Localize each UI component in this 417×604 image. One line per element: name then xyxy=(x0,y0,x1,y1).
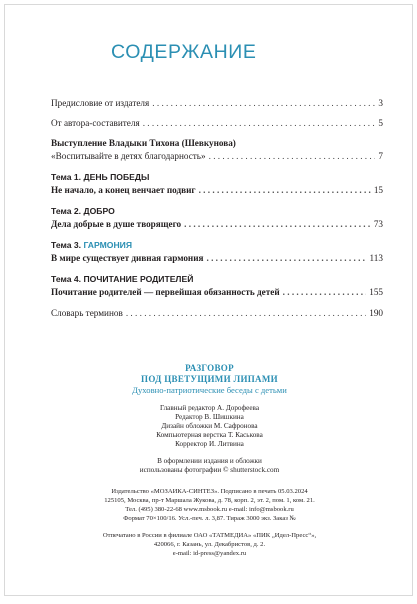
toc-entry-page: 3 xyxy=(378,98,383,108)
toc-entry-topic-4[interactable] xyxy=(51,273,383,299)
printer-line: 420066, г. Казань, ул. Декабристов, д. 2. xyxy=(153,541,266,548)
publisher-info xyxy=(5,487,414,523)
toc-entry-page: 155 xyxy=(369,287,383,297)
dot-leader xyxy=(152,97,375,110)
credit-line: Корректор И. Литвина xyxy=(175,440,244,448)
credit-line: Редактор В. Шишкина xyxy=(175,413,244,421)
toc-entry-glossary[interactable] xyxy=(51,307,383,320)
book-subtitle: Духовно-патриотические беседы с детьми xyxy=(132,385,287,395)
book-page xyxy=(4,4,413,596)
note-line: использованы фотографии © shutterstock.com xyxy=(139,466,280,474)
table-of-contents xyxy=(51,97,383,320)
toc-entry-label: Словарь терминов xyxy=(51,308,123,318)
dot-leader xyxy=(206,252,366,265)
dot-leader xyxy=(143,117,376,130)
credit-line: Дизайн обложки М. Сафронова xyxy=(161,422,258,430)
toc-entry-topic-2[interactable] xyxy=(51,205,383,231)
toc-entry-label: Предисловие от издателя xyxy=(51,98,150,108)
topic-subtitle: Почитание родителей — первейшая обязанность детей xyxy=(51,287,280,297)
toc-entry-label: От автора-составителя xyxy=(51,118,140,128)
topic-name: ДОБРО xyxy=(83,206,115,216)
topic-number: Тема 4. xyxy=(51,274,82,284)
toc-entry-label: Выступление Владыки Тихона (Шевкунова) xyxy=(51,138,236,148)
topic-number: Тема 1. xyxy=(51,172,82,182)
note-line: В оформлении издания и обложки xyxy=(157,457,262,465)
book-title-line-1: РАЗГОВОР xyxy=(185,363,234,373)
toc-entry-page: 5 xyxy=(378,118,383,128)
printer-line: e-mail: id-press@yandex.ru xyxy=(172,550,247,557)
credits-list xyxy=(5,404,414,449)
printer-info xyxy=(5,531,414,558)
topic-name: ГАРМОНИЯ xyxy=(83,240,133,250)
credit-line: Главный редактор А. Дорофеева xyxy=(159,404,260,412)
dot-leader xyxy=(184,218,371,231)
dot-leader xyxy=(283,286,367,299)
toc-entry-compiler[interactable] xyxy=(51,117,383,130)
dot-leader xyxy=(209,150,376,163)
toc-entry-topic-1[interactable] xyxy=(51,171,383,197)
topic-name: ПОЧИТАНИЕ РОДИТЕЛЕЙ xyxy=(83,274,194,284)
toc-entry-page: 73 xyxy=(373,219,383,229)
topic-heading xyxy=(51,273,383,286)
book-title-line-2: ПОД ЦВЕТУЩИМИ ЛИПАМИ xyxy=(141,374,278,384)
toc-entry-preface[interactable] xyxy=(51,97,383,110)
topic-number: Тема 3. xyxy=(51,240,82,250)
topic-subtitle: Дела добрые в душе творящего xyxy=(51,219,182,229)
toc-entry-topic-3[interactable] xyxy=(51,239,383,265)
toc-entry-subline xyxy=(51,252,383,265)
dot-leader xyxy=(199,184,371,197)
publisher-line: 125105, Москва, пр-т Маршала Жукова, д. 78, корп. 2, эт. 2, пом. 1, ком. 21. xyxy=(104,497,315,504)
toc-entry-page: 15 xyxy=(373,185,383,195)
topic-heading xyxy=(51,205,383,218)
topic-subtitle: Не начало, а конец венчает подвиг xyxy=(51,185,196,195)
topic-heading xyxy=(51,171,383,184)
toc-entry-page: 7 xyxy=(378,151,383,161)
publisher-line: Тел. (495) 380-22-68 www.msbook.ru e-mail: info@msbook.ru xyxy=(125,506,294,513)
toc-entry-page: 113 xyxy=(369,253,383,263)
publisher-line: Издательство «МОЗАИКА-СИНТЕЗ». Подписано в печать 05.03.2024 xyxy=(111,488,308,495)
topic-subtitle: В мире существует дивная гармония xyxy=(51,253,204,263)
dot-leader xyxy=(126,307,366,320)
credit-line: Компьютерная верстка Т. Каськова xyxy=(156,431,263,439)
toc-entry-speech[interactable] xyxy=(51,137,383,163)
topic-number: Тема 2. xyxy=(51,206,82,216)
contents-heading: СОДЕРЖАНИЕ xyxy=(111,41,257,63)
toc-entry-sublabel: «Воспитывайте в детях благодарность» xyxy=(51,151,206,161)
toc-entry-subline xyxy=(51,286,383,299)
topic-name: ДЕНЬ ПОБЕДЫ xyxy=(83,172,150,182)
imprint-block xyxy=(5,363,414,558)
toc-entry-subline xyxy=(51,184,383,197)
toc-entry-page: 190 xyxy=(369,308,383,318)
toc-entry-subline xyxy=(51,218,383,231)
photo-credit-note xyxy=(5,457,414,475)
toc-entry-subline xyxy=(51,150,383,163)
publisher-line: Формат 70×100/16. Усл.-печ. л. 3,87. Тираж 3000 экз. Заказ № xyxy=(123,515,296,522)
topic-heading xyxy=(51,239,383,252)
printer-line: Отпечатано в России в филиале ОАО «ТАТМЕДИА» «ПИК „Идел-Пресс“», xyxy=(102,532,317,539)
